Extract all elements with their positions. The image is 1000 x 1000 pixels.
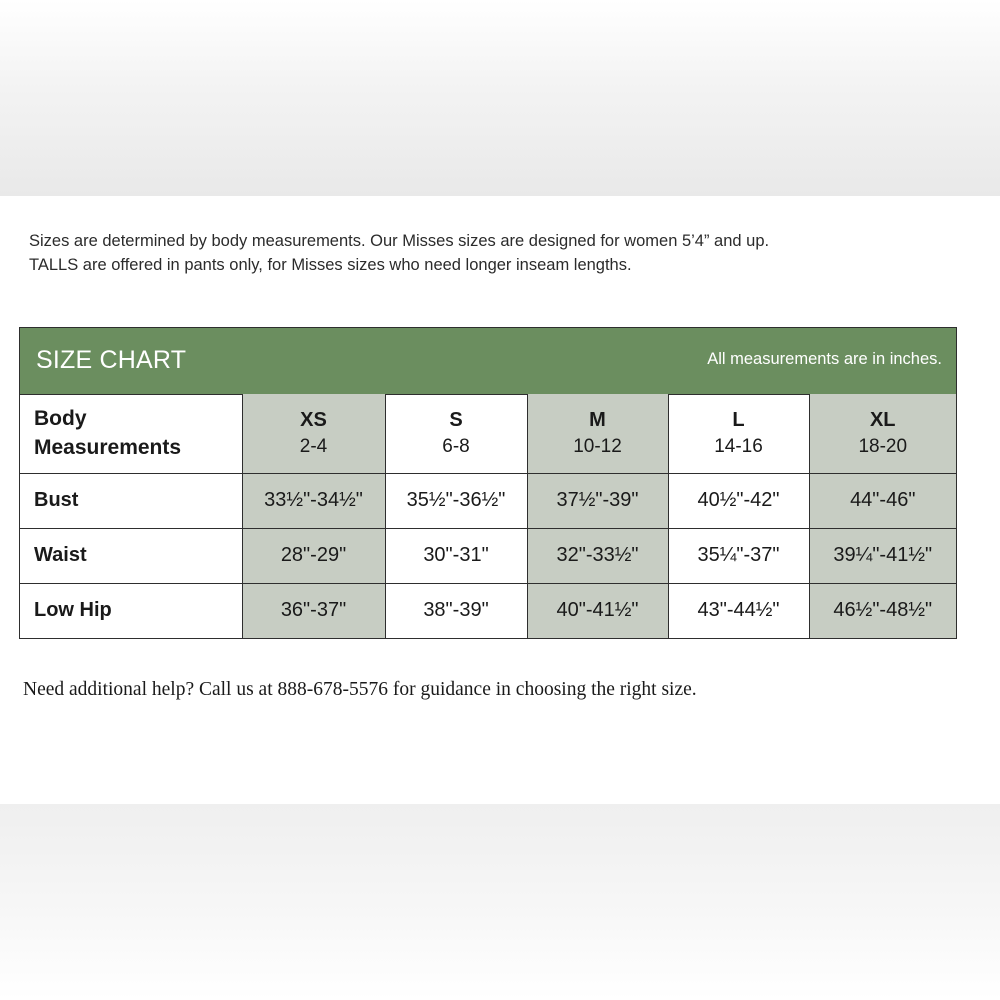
size-table bbox=[20, 394, 956, 638]
table-cell: 36"-37" bbox=[242, 583, 385, 638]
bottom-fade-background bbox=[0, 804, 1000, 1000]
body-measurements-header: Body Measurements bbox=[20, 394, 242, 473]
intro-line-1: Sizes are determined by body measurements. Our Misses sizes are designed for women 5’4” and up. bbox=[29, 232, 770, 250]
low-hip-row bbox=[20, 583, 956, 638]
row-label: Bust bbox=[20, 473, 242, 528]
intro-text bbox=[29, 229, 989, 277]
row-label: Waist bbox=[20, 528, 242, 583]
table-cell: 33½"-34½" bbox=[242, 473, 385, 528]
size-xl-header: XL 18-20 bbox=[809, 394, 956, 473]
size-chart-header bbox=[20, 328, 956, 395]
intro-line-2: TALLS are offered in pants only, for Misses sizes who need longer inseam lengths. bbox=[29, 256, 632, 274]
table-cell: 43"-44½" bbox=[668, 583, 809, 638]
size-chart bbox=[19, 327, 957, 639]
table-cell: 32"-33½" bbox=[527, 528, 668, 583]
table-cell: 35¼"-37" bbox=[668, 528, 809, 583]
table-cell: 40½"-42" bbox=[668, 473, 809, 528]
table-cell: 39¼"-41½" bbox=[809, 528, 956, 583]
row-label: Low Hip bbox=[20, 583, 242, 638]
table-cell: 44"-46" bbox=[809, 473, 956, 528]
size-chart-title: SIZE CHART bbox=[36, 346, 187, 374]
table-cell: 30"-31" bbox=[385, 528, 527, 583]
table-cell: 37½"-39" bbox=[527, 473, 668, 528]
table-cell: 46½"-48½" bbox=[809, 583, 956, 638]
table-cell: 28"-29" bbox=[242, 528, 385, 583]
size-xs-header: XS 2-4 bbox=[242, 394, 385, 473]
size-l-header: L 14-16 bbox=[668, 394, 809, 473]
size-m-header: M 10-12 bbox=[527, 394, 668, 473]
waist-row bbox=[20, 528, 956, 583]
bust-row bbox=[20, 473, 956, 528]
measurement-unit-note: All measurements are in inches. bbox=[707, 350, 942, 368]
table-cell: 35½"-36½" bbox=[385, 473, 527, 528]
top-fade-background bbox=[0, 0, 1000, 196]
size-s-header: S 6-8 bbox=[385, 394, 527, 473]
table-cell: 38"-39" bbox=[385, 583, 527, 638]
size-header-row bbox=[20, 394, 956, 473]
table-cell: 40"-41½" bbox=[527, 583, 668, 638]
help-text: Need additional help? Call us at 888-678-5576 for guidance in choosing the right size. bbox=[23, 679, 697, 700]
